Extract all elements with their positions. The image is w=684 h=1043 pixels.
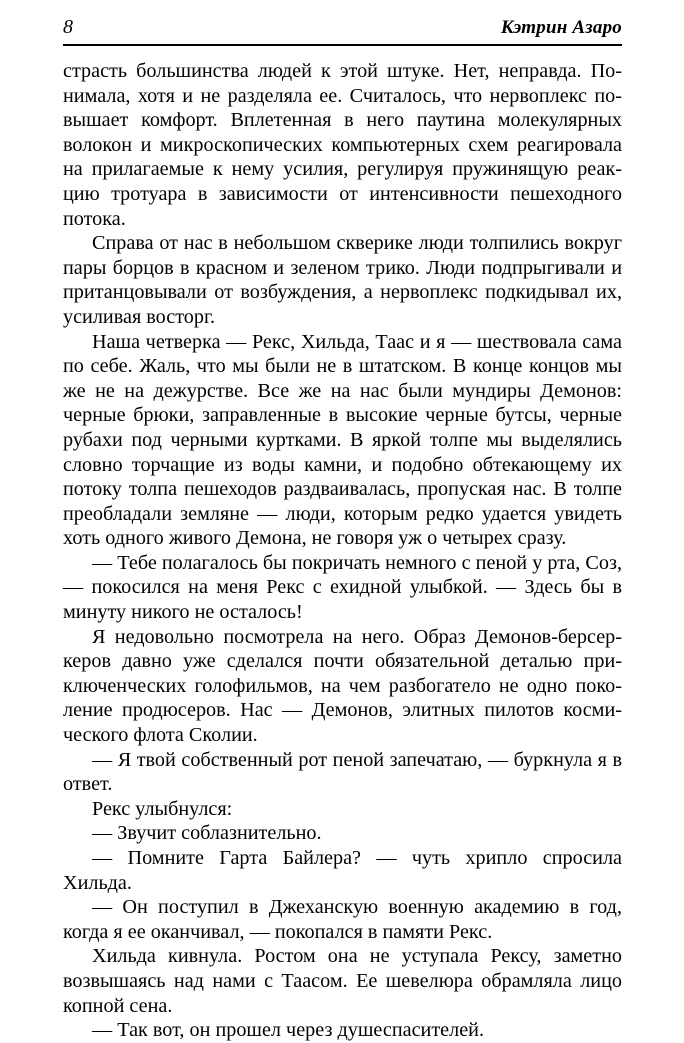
- paragraph: — Так вот, он прошел через душеспасителей.: [92, 1019, 485, 1042]
- body-text: [63, 59, 622, 1043]
- paragraph: — Я твой собственный рот пеной запечатаю, — буркнула я в ответ.: [63, 748, 622, 796]
- paragraph: Рекс улыбнулся:: [92, 797, 233, 820]
- running-head: [63, 16, 622, 39]
- paragraph: — Звучит соблазнительно.: [92, 822, 322, 845]
- paragraph: — Тебе полагалось бы покричать немного с пеной у рта, Соз, — покосился на меня Рекс с ехидной улыбкой. — Здесь бы в минуту никого не осталось!: [63, 551, 622, 624]
- paragraph: Справа от нас в небольшом скверике люди толпились вокруг пары борцов в красном и зеленом трико. Люди подпрыгивали и пританцовывали от возбуждения, а нервоплекс подкидывал их, усиливая восторг.: [63, 232, 622, 328]
- paragraph: Хильда кивнула. Ростом она не уступала Рексу, заметно возвышаясь над нами с Таасом. Ее шевелюра обрамляла лицо копной сена.: [63, 945, 622, 1017]
- paragraph: Я недовольно посмотрела на него. Образ Демонов-берсеркеров давно уже сделался почти обязательной деталью приключенческих голофильмов, на чем разбогатело не одно поколение продюсеров. Нас — Демонов, элитных пилотов космического флота Сколии.: [63, 625, 622, 747]
- page-number: 8: [63, 16, 74, 38]
- paragraph: Наша четверка — Рекс, Хильда, Таас и я — шествовала сама по себе. Жаль, что мы были не в штатском. В конце концов мы же не на дежурстве. Все же на нас были мундиры Демонов: черные брюки, заправленные в высокие черные бутсы, черные рубахи под черными куртками. В яркой толпе мы выделялись словно торчащие из воды камни, и подобно обтекающему их потоку толпа пешеходов раздваивалась, пропуская нас. В толпе преобладали земляне — люди, которым редко удается увидеть хоть одного живого Демона, не говоря уж о четырех сразу.: [63, 330, 622, 550]
- paragraph: — Он поступил в Джеханскую военную академию в год, когда я ее оканчивал, — покопался в памяти Рекс.: [63, 896, 622, 943]
- header-rule: [63, 44, 622, 46]
- paragraph: — Помните Гарта Байлера? — чуть хрипло спросила Хильда.: [63, 847, 622, 894]
- running-head-author: Кэтрин Азаро: [500, 17, 622, 38]
- paragraph: страсть большинства людей к этой штуке. Нет, неправда. Понимала, хотя и не разделяла ее. Считалось, что нервоплекс повышает комфорт. Вплетенная в него паутина молекулярных волокон и микроскопических компьютерных схем реагировала на прилагаемые к нему усилия, регулируя пружинящую реакцию тротуара в зависимости от интенсивности пешеходного потока.: [63, 60, 622, 230]
